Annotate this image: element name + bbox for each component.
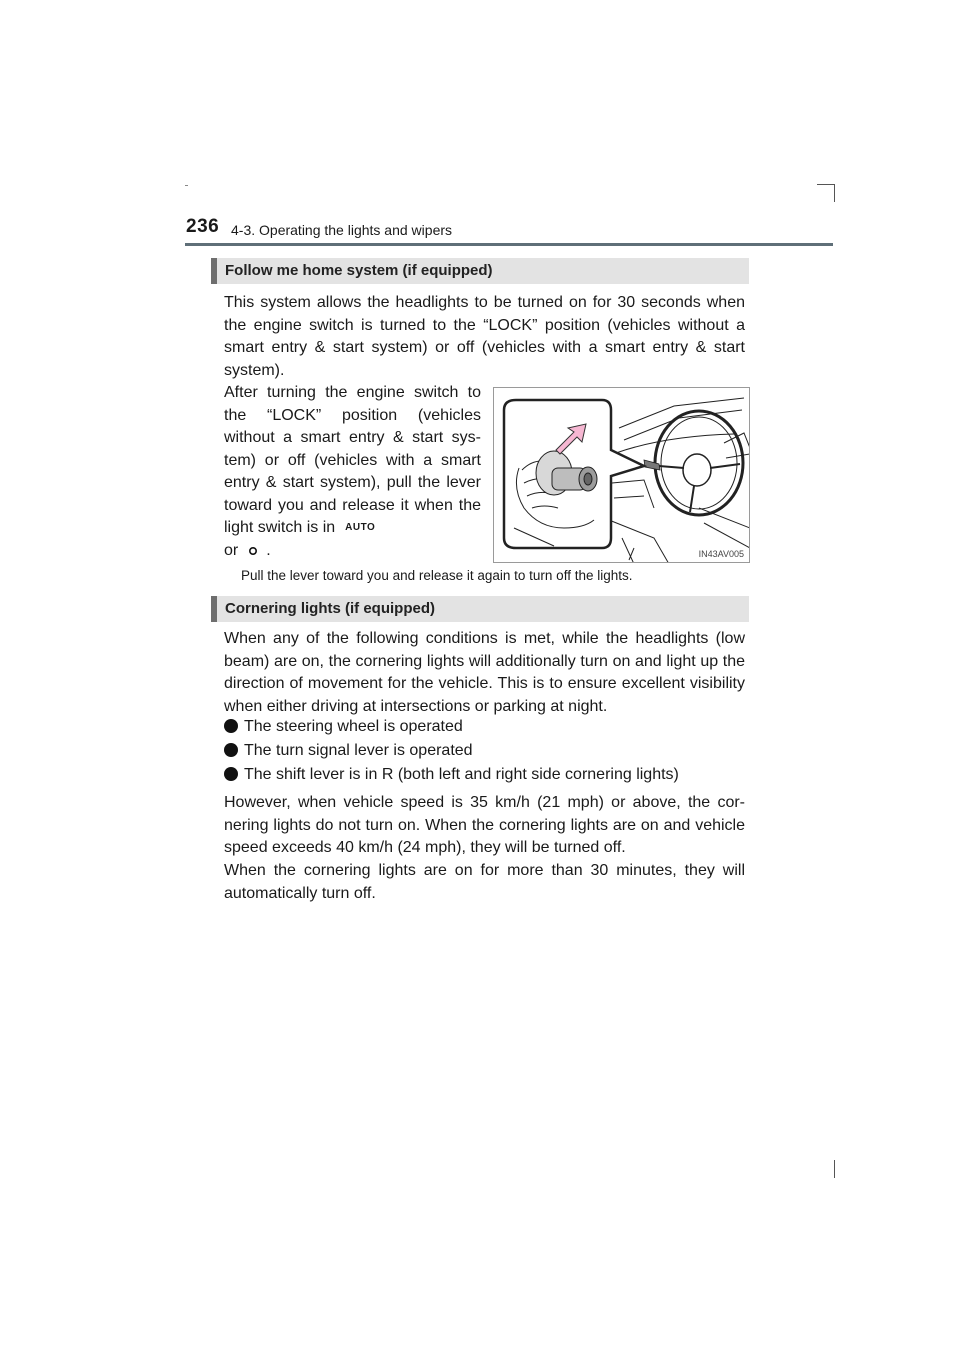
section-intro: This system allows the headlights to be turned on for 30 seconds when the engine switch is turned to the “LOCK” position (vehicles without a smart entry & start system) or off (vehicles with a smart entry & start system). <box>224 294 745 379</box>
crop-mark-top-left <box>185 185 188 186</box>
instruction-text: After turning the engine switch to the “LOCK” position (vehicles without a smart entry & start sys-tem) or off (vehicles with a smart entry & start system), pull the lever toward you and release it when the light switch is in <box>224 384 481 536</box>
bullet-icon <box>224 719 238 733</box>
section-heading-follow-me-home <box>211 258 749 284</box>
list-item-text: The steering wheel is operated <box>244 718 463 735</box>
list-item <box>224 766 679 784</box>
timeout-paragraph: When the cornering lights are on for more than 30 minutes, they will automatically turn off. <box>224 862 745 902</box>
auto-switch-label: AUTO <box>345 522 376 533</box>
lever-illustration-drawing <box>494 388 750 563</box>
crop-mark-bottom-right <box>834 1160 835 1178</box>
crop-mark-top-right-vertical <box>834 184 835 202</box>
section-title: Follow me home system (if equipped) <box>225 262 493 279</box>
list-item <box>224 742 473 760</box>
list-item-text: The shift lever is in R (both left and right side cornering lights) <box>244 766 679 783</box>
bullet-icon <box>224 743 238 757</box>
speed-paragraph: However, when vehicle speed is 35 km/h (21 mph) or above, the cor-nering lights do not turn on. When the cornering lights are on and vehicle speed exceeds 40 km/h (24 mph), they will be turned off. <box>224 794 745 856</box>
instruction-paragraph <box>224 382 481 562</box>
instruction-end: . <box>266 541 271 559</box>
instruction-or: or <box>224 541 239 559</box>
page-number: 236 <box>186 216 220 237</box>
note-text: Pull the lever toward you and release it again to turn off the lights. <box>241 568 633 583</box>
lever-illustration <box>493 387 750 563</box>
list-item <box>224 718 463 736</box>
figure-id: IN43AV005 <box>698 549 744 559</box>
running-head: 4-3. Operating the lights and wipers <box>231 222 453 238</box>
section-heading-cornering-lights <box>211 596 749 622</box>
bullet-icon <box>224 767 238 781</box>
header-rule <box>185 243 833 246</box>
cornering-intro: When any of the following conditions is met, while the headlights (low beam) are on, the cornering lights will additionally turn on and light up the direction of movement for the vehicle. This is to ensure excellent visibility when either driving at intersections or parking at night. <box>224 630 745 715</box>
section-title: Cornering lights (if equipped) <box>225 600 435 617</box>
headlight-icon <box>248 546 258 556</box>
crop-mark-top-right <box>817 184 835 185</box>
list-item-text: The turn signal lever is operated <box>244 742 473 759</box>
